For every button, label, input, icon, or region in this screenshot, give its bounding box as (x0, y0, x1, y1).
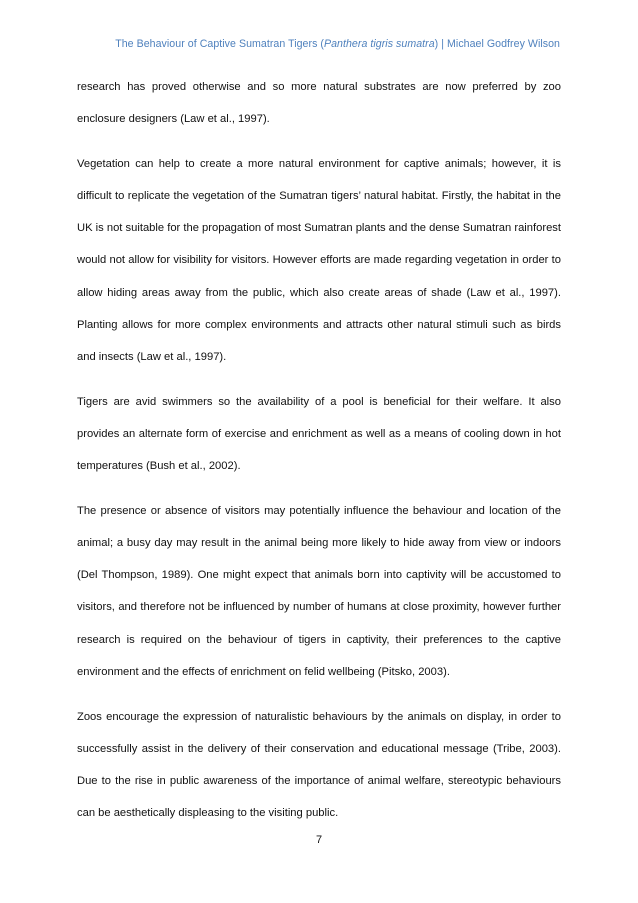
paragraph-visitors: The presence or absence of visitors may potentially influence the behaviour and location of the animal; a busy day may result in the animal being more likely to hide away from view or indoors (Del Thompson, 1989). One might expect that animals born into captivity will be accustomed to visitors, and therefore not be influenced by number of humans at close proximity, however further research is required on the behaviour of tigers in captivity, their preferences to the captive environment and the effects of enrichment on felid wellbeing (Pitsko, 2003). (77, 505, 561, 678)
header-title-prefix: The Behaviour of Captive Sumatran Tigers ( (115, 38, 324, 50)
running-header (77, 38, 560, 50)
paragraph-substrates: research has proved otherwise and so more natural substrates are now preferred by zoo enclosure designers (Law et al., 1997). (77, 81, 561, 126)
paragraph-pool: Tigers are avid swimmers so the availability of a pool is beneficial for their welfare. It also provides an alternate form of exercise and enrichment as well as a means of cooling down in hot temperatures (Bush et al., 2002). (77, 395, 561, 473)
body-text (77, 71, 561, 842)
header-title-suffix: ) | Michael Godfrey Wilson (434, 38, 560, 50)
paragraph-naturalistic-behaviours: Zoos encourage the expression of naturalistic behaviours by the animals on display, in order to successfully assist in the delivery of their conservation and educational message (Tribe, 2003). Due to the rise in public awareness of the importance of animal welfare, stereotypic behaviours can be aesthetically displeasing to the visiting public. (77, 710, 561, 819)
paragraph-vegetation: Vegetation can help to create a more natural environment for captive animals; however, it is difficult to replicate the vegetation of the Sumatran tigers’ natural habitat. Firstly, the habitat in the UK is not suitable for the propagation of most Sumatran plants and the dense Sumatran rainforest would not allow for visibility for visitors. However efforts are made regarding vegetation in order to allow hiding areas away from the public, which also create areas of shade (Law et al., 1997). Planting allows for more complex environments and attracts other natural stimuli such as birds and insects (Law et al., 1997). (77, 158, 561, 363)
header-species-name: Panthera tigris sumatra (324, 38, 435, 50)
page-number: 7 (315, 834, 323, 846)
